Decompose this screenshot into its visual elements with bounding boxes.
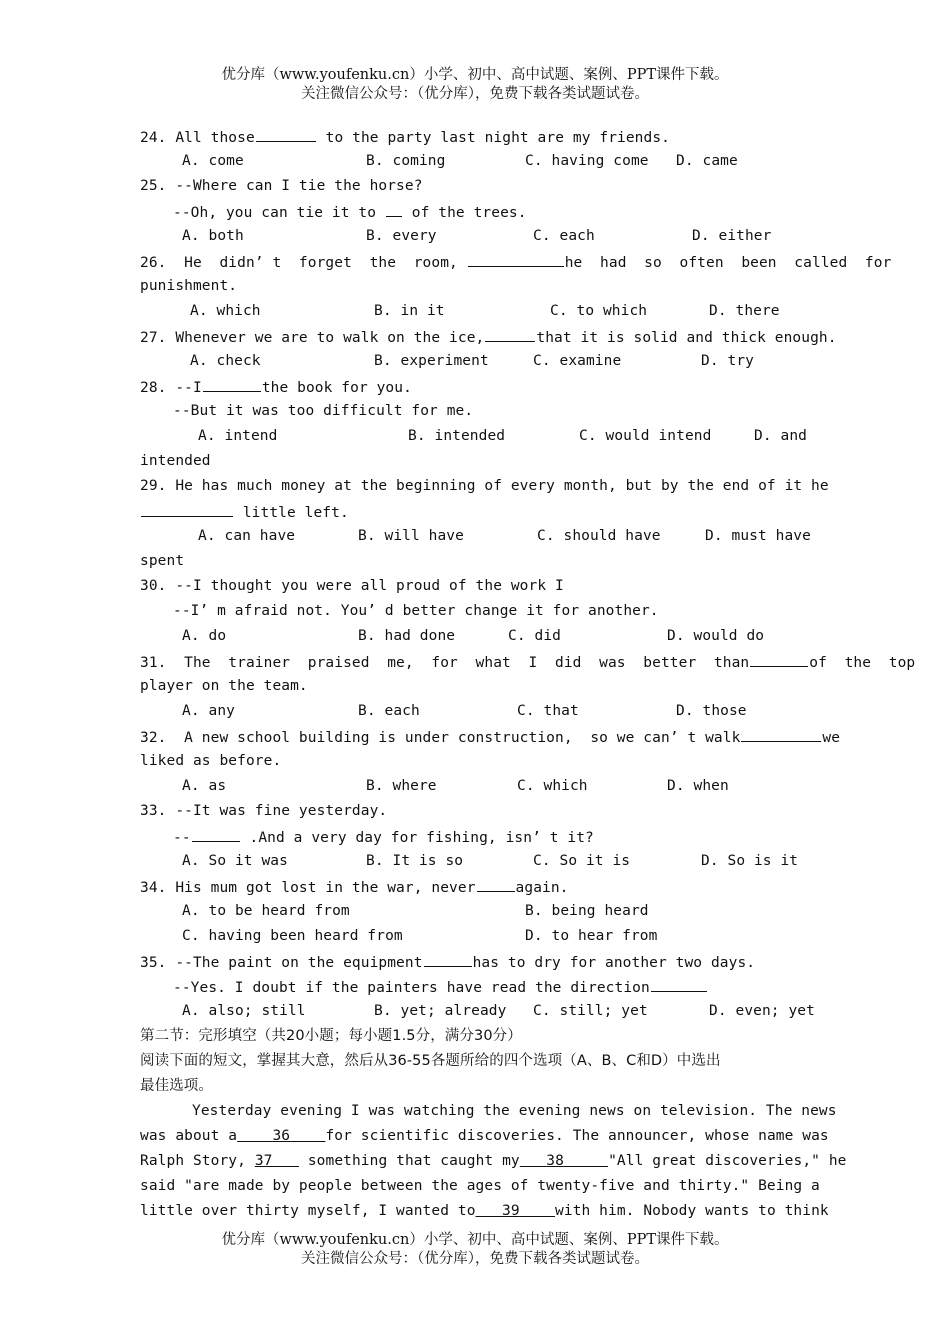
option-c: C. still; yet [533,1003,648,1019]
question-29-options [140,524,812,549]
section-2-instruction: 阅读下面的短文，掌握其大意，然后从36-55各题所给的四个选项（A、B、C和D）中选出 [140,1053,721,1069]
question-29-stem-2: little left. [140,499,812,524]
question-33-stem-2: -- .And a very day for fishing, isn’ t it? [140,824,812,849]
blank-39: 39 [502,1203,520,1219]
option-d: D. would do [667,628,765,644]
question-35-options [140,999,815,1024]
option-c: C. each [533,228,595,244]
option-a: A. do [182,628,227,644]
option-c: C. to which [550,303,648,319]
question-33-options [140,849,812,874]
option-b: B. yet; already [374,1003,507,1019]
option-c: C. having come [525,153,649,169]
option-a: A. any [182,703,235,719]
question-33-stem: 33. --It was fine yesterday. [140,803,388,819]
question-32-options [140,774,812,799]
question-30-stem: 30. --I thought you were all proud of the work I [140,578,564,594]
blank-38: 38 [546,1153,564,1169]
question-32-stem-2: liked as before. [140,753,282,769]
question-27-stem: 27. Whenever we are to walk on the ice, that it is solid and thick enough. [140,324,812,349]
question-35-stem: 35. --The paint on the equipment has to dry for another two days. [140,949,812,974]
question-28-options [140,424,812,449]
option-c: C. should have [537,528,661,544]
option-b: B. experiment [374,353,489,369]
blank-36: 36 [272,1128,291,1144]
option-b: B. in it [374,303,445,319]
passage-line-2: was about a 36 for scientific discoveries. The announcer, whose name was [140,1128,829,1144]
passage-line-3: Ralph Story, 37 something that caught my 38 "All great discoveries," he [140,1153,847,1169]
option-d: D. must have [705,528,811,544]
question-32-stem: 32. A new school building is under construction, so we can’ t walk we [140,724,812,749]
question-31-stem: 31. The trainer praised me, for what I did was better than of the top [140,649,812,674]
page-footer [0,1231,950,1269]
option-d: D. either [692,228,772,244]
footer-line-2: 关注微信公众号：（优分库），免费下载各类试题试卷。 [301,1251,649,1267]
option-b: B. each [358,703,420,719]
question-27-options [140,349,812,374]
option-c: C. examine [533,353,622,369]
exam-content [140,124,916,1224]
question-26-stem: 26. He didn’ t forget the room, he had so often been called for [140,249,812,274]
option-b: B. coming [366,153,446,169]
question-31-options [140,699,812,724]
question-24-stem: 24. All those to the party last night are my friends. [140,124,812,149]
option-b: B. It is so [366,853,464,869]
option-b: B. had done [358,628,456,644]
header-line-2: 关注微信公众号：（优分库），免费下载各类试题试卷。 [301,86,649,102]
option-c: C. which [517,778,588,794]
option-a: A. check [190,353,261,369]
question-30-options [140,624,812,649]
question-25-options [140,224,812,249]
passage-line-4: said "are made by people between the ages of twenty-five and thirty." Being a [140,1178,820,1194]
option-a: A. come [182,153,244,169]
option-d: D. those [676,703,747,719]
option-a: A. which [190,303,261,319]
passage-line-5: little over thirty myself, I wanted to 39 with him. Nobody wants to think [140,1203,829,1219]
section-2-title: 第二节：完形填空（共20小题；每小题1.5分，满分30分） [140,1028,522,1044]
question-25-stem: 25. --Where can I tie the horse? [140,178,423,194]
option-d: D. So is it [701,853,799,869]
option-b: B. intended [408,428,506,444]
section-2-instruction-cont: 最佳选项。 [140,1078,213,1094]
question-28-stem-2: --But it was too difficult for me. [173,403,474,419]
option-b: B. every [366,228,437,244]
blank-37: 37 [254,1153,273,1169]
option-c: C. that [517,703,579,719]
question-34-options-cd [140,924,812,949]
question-34-stem: 34. His mum got lost in the war, never again. [140,874,812,899]
option-a: A. can have [198,528,296,544]
option-a: A. So it was [182,853,288,869]
question-26-options [140,299,812,324]
option-d: D. even; yet [709,1003,815,1019]
question-31-stem-2: player on the team. [140,678,308,694]
question-30-stem-2: --I’ m afraid not. You’ d better change it for another. [173,603,659,619]
question-35-stem-2: --Yes. I doubt if the painters have read the direction [140,974,812,999]
header-line-1: 优分库（www.youfenku.cn）小学、初中、高中试题、案例、PPT课件下载。 [221,67,729,83]
option-b: B. will have [358,528,464,544]
option-d: D. when [667,778,729,794]
option-a: A. intend [198,428,278,444]
option-a: A. as [182,778,227,794]
option-d: D. to hear from [525,928,658,944]
option-d: D. there [709,303,780,319]
option-a: A. also; still [182,1003,306,1019]
option-d: D. try [701,353,754,369]
option-c: C. having been heard from [182,928,403,944]
question-28-option-d-cont: intended [140,453,211,469]
page-header [0,66,950,104]
footer-line-1: 优分库（www.youfenku.cn）小学、初中、高中试题、案例、PPT课件下载。 [221,1232,729,1248]
question-29-stem: 29. He has much money at the beginning of every month, but by the end of it he [140,478,829,494]
question-26-stem-2: punishment. [140,278,238,294]
option-c: C. So it is [533,853,631,869]
option-d: D. and [754,428,807,444]
question-24-options [140,149,812,174]
option-c: C. did [508,628,561,644]
option-a: A. both [182,228,244,244]
question-34-options-ab [140,899,812,924]
option-a: A. to be heard from [182,903,350,919]
passage-line-1: Yesterday evening I was watching the evening news on television. The news [192,1103,837,1119]
option-b: B. where [366,778,437,794]
option-c: C. would intend [579,428,712,444]
question-29-option-d-cont: spent [140,553,185,569]
question-25-stem-2: --Oh, you can tie it to of the trees. [140,199,812,224]
question-28-stem: 28. --I the book for you. [140,374,812,399]
option-d: D. came [676,153,738,169]
option-b: B. being heard [525,903,649,919]
